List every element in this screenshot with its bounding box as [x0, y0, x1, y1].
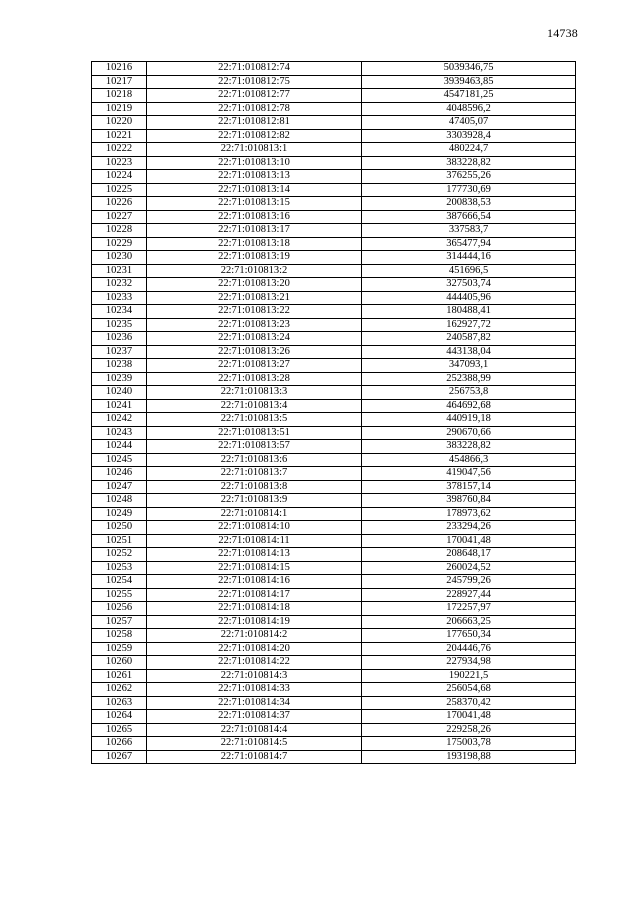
- value-cell: 3303928,4: [362, 129, 576, 143]
- row-number-cell: 10219: [92, 102, 147, 116]
- row-number-cell: 10258: [92, 629, 147, 643]
- value-cell: 365477,94: [362, 237, 576, 251]
- table-row: [92, 588, 576, 602]
- table-row: [92, 737, 576, 751]
- table-row: [92, 386, 576, 400]
- table-row: [92, 129, 576, 143]
- row-number-cell: 10227: [92, 210, 147, 224]
- row-number-cell: 10218: [92, 89, 147, 103]
- cadastral-number-cell: 22:71:010812:81: [147, 116, 362, 130]
- row-number-cell: 10265: [92, 723, 147, 737]
- cadastral-number-cell: 22:71:010813:24: [147, 332, 362, 346]
- cadastral-number-cell: 22:71:010813:3: [147, 386, 362, 400]
- value-cell: 337583,7: [362, 224, 576, 238]
- value-cell: 440919,18: [362, 413, 576, 427]
- value-cell: 170041,48: [362, 534, 576, 548]
- table-row: [92, 210, 576, 224]
- table-row: [92, 116, 576, 130]
- value-cell: 175003,78: [362, 737, 576, 751]
- cadastral-number-cell: 22:71:010813:17: [147, 224, 362, 238]
- table-row: [92, 669, 576, 683]
- cadastral-number-cell: 22:71:010813:6: [147, 453, 362, 467]
- table-row: [92, 102, 576, 116]
- row-number-cell: 10243: [92, 426, 147, 440]
- row-number-cell: 10255: [92, 588, 147, 602]
- row-number-cell: 10220: [92, 116, 147, 130]
- table-row: [92, 278, 576, 292]
- row-number-cell: 10230: [92, 251, 147, 265]
- table-row: [92, 197, 576, 211]
- table-row: [92, 345, 576, 359]
- value-cell: 290670,66: [362, 426, 576, 440]
- cadastral-number-cell: 22:71:010814:13: [147, 548, 362, 562]
- table-row: [92, 399, 576, 413]
- cadastral-number-cell: 22:71:010814:11: [147, 534, 362, 548]
- row-number-cell: 10263: [92, 696, 147, 710]
- table-row: [92, 642, 576, 656]
- row-number-cell: 10245: [92, 453, 147, 467]
- row-number-cell: 10259: [92, 642, 147, 656]
- cadastral-number-cell: 22:71:010813:14: [147, 183, 362, 197]
- value-cell: 443138,04: [362, 345, 576, 359]
- table-row: [92, 332, 576, 346]
- row-number-cell: 10238: [92, 359, 147, 373]
- table-row: [92, 507, 576, 521]
- value-cell: 378157,14: [362, 480, 576, 494]
- cadastral-number-cell: 22:71:010813:26: [147, 345, 362, 359]
- row-number-cell: 10216: [92, 62, 147, 76]
- cadastral-number-cell: 22:71:010813:20: [147, 278, 362, 292]
- row-number-cell: 10266: [92, 737, 147, 751]
- value-cell: 170041,48: [362, 710, 576, 724]
- row-number-cell: 10257: [92, 615, 147, 629]
- table-row: [92, 750, 576, 764]
- cadastral-number-cell: 22:71:010814:4: [147, 723, 362, 737]
- table-row: [92, 480, 576, 494]
- table-row: [92, 656, 576, 670]
- row-number-cell: 10236: [92, 332, 147, 346]
- row-number-cell: 10241: [92, 399, 147, 413]
- value-cell: 4547181,25: [362, 89, 576, 103]
- row-number-cell: 10242: [92, 413, 147, 427]
- row-number-cell: 10247: [92, 480, 147, 494]
- value-cell: 383228,82: [362, 440, 576, 454]
- page-number: 14738: [547, 26, 578, 40]
- cadastral-number-cell: 22:71:010814:2: [147, 629, 362, 643]
- row-number-cell: 10233: [92, 291, 147, 305]
- row-number-cell: 10221: [92, 129, 147, 143]
- row-number-cell: 10228: [92, 224, 147, 238]
- row-number-cell: 10254: [92, 575, 147, 589]
- value-cell: 314444,16: [362, 251, 576, 265]
- row-number-cell: 10261: [92, 669, 147, 683]
- value-cell: 208648,17: [362, 548, 576, 562]
- value-cell: 444405,96: [362, 291, 576, 305]
- value-cell: 180488,41: [362, 305, 576, 319]
- row-number-cell: 10251: [92, 534, 147, 548]
- row-number-cell: 10250: [92, 521, 147, 535]
- table-row: [92, 170, 576, 184]
- value-cell: 256054,68: [362, 683, 576, 697]
- table-row: [92, 575, 576, 589]
- table-row: [92, 615, 576, 629]
- table-row: [92, 89, 576, 103]
- row-number-cell: 10249: [92, 507, 147, 521]
- value-cell: 4048596,2: [362, 102, 576, 116]
- cadastral-number-cell: 22:71:010813:5: [147, 413, 362, 427]
- row-number-cell: 10217: [92, 75, 147, 89]
- table-row: [92, 318, 576, 332]
- cadastral-number-cell: 22:71:010813:1: [147, 143, 362, 157]
- cadastral-number-cell: 22:71:010814:7: [147, 750, 362, 764]
- table-row: [92, 683, 576, 697]
- cadastral-number-cell: 22:71:010814:34: [147, 696, 362, 710]
- cadastral-number-cell: 22:71:010813:18: [147, 237, 362, 251]
- cadastral-number-cell: 22:71:010813:28: [147, 372, 362, 386]
- row-number-cell: 10262: [92, 683, 147, 697]
- value-cell: 5039346,75: [362, 62, 576, 76]
- value-cell: 178973,62: [362, 507, 576, 521]
- value-cell: 376255,26: [362, 170, 576, 184]
- row-number-cell: 10225: [92, 183, 147, 197]
- cadastral-number-cell: 22:71:010813:23: [147, 318, 362, 332]
- table-row: [92, 251, 576, 265]
- table-row: [92, 440, 576, 454]
- cadastral-number-cell: 22:71:010814:19: [147, 615, 362, 629]
- table-row: [92, 237, 576, 251]
- row-number-cell: 10222: [92, 143, 147, 157]
- cadastral-number-cell: 22:71:010812:74: [147, 62, 362, 76]
- value-cell: 252388,99: [362, 372, 576, 386]
- table-row: [92, 224, 576, 238]
- row-number-cell: 10248: [92, 494, 147, 508]
- row-number-cell: 10256: [92, 602, 147, 616]
- value-cell: 177730,69: [362, 183, 576, 197]
- table-row: [92, 372, 576, 386]
- cadastral-number-cell: 22:71:010813:2: [147, 264, 362, 278]
- cadastral-number-cell: 22:71:010814:33: [147, 683, 362, 697]
- row-number-cell: 10234: [92, 305, 147, 319]
- value-cell: 464692,68: [362, 399, 576, 413]
- value-cell: 3939463,85: [362, 75, 576, 89]
- value-cell: 47405,07: [362, 116, 576, 130]
- value-cell: 162927,72: [362, 318, 576, 332]
- row-number-cell: 10223: [92, 156, 147, 170]
- cadastral-number-cell: 22:71:010812:77: [147, 89, 362, 103]
- cadastral-number-cell: 22:71:010812:82: [147, 129, 362, 143]
- value-cell: 233294,26: [362, 521, 576, 535]
- cadastral-number-cell: 22:71:010814:16: [147, 575, 362, 589]
- cadastral-number-cell: 22:71:010814:18: [147, 602, 362, 616]
- value-cell: 398760,84: [362, 494, 576, 508]
- value-cell: 245799,26: [362, 575, 576, 589]
- value-cell: 190221,5: [362, 669, 576, 683]
- cadastral-number-cell: 22:71:010814:3: [147, 669, 362, 683]
- row-number-cell: 10232: [92, 278, 147, 292]
- row-number-cell: 10264: [92, 710, 147, 724]
- cadastral-number-cell: 22:71:010813:51: [147, 426, 362, 440]
- row-number-cell: 10240: [92, 386, 147, 400]
- cadastral-number-cell: 22:71:010813:13: [147, 170, 362, 184]
- value-cell: 193198,88: [362, 750, 576, 764]
- cadastral-number-cell: 22:71:010812:75: [147, 75, 362, 89]
- cadastral-number-cell: 22:71:010814:5: [147, 737, 362, 751]
- table-row: [92, 534, 576, 548]
- value-cell: 260024,52: [362, 561, 576, 575]
- table-row: [92, 561, 576, 575]
- table-row: [92, 426, 576, 440]
- table-row: [92, 467, 576, 481]
- value-cell: 240587,82: [362, 332, 576, 346]
- value-cell: 327503,74: [362, 278, 576, 292]
- cadastral-number-cell: 22:71:010813:21: [147, 291, 362, 305]
- cadastral-number-cell: 22:71:010813:22: [147, 305, 362, 319]
- row-number-cell: 10235: [92, 318, 147, 332]
- cadastral-number-cell: 22:71:010813:9: [147, 494, 362, 508]
- cadastral-number-cell: 22:71:010814:15: [147, 561, 362, 575]
- table-row: [92, 156, 576, 170]
- table-row: [92, 629, 576, 643]
- table-row: [92, 291, 576, 305]
- row-number-cell: 10244: [92, 440, 147, 454]
- table-row: [92, 75, 576, 89]
- value-cell: 204446,76: [362, 642, 576, 656]
- table-row: [92, 264, 576, 278]
- value-cell: 383228,82: [362, 156, 576, 170]
- table-row: [92, 305, 576, 319]
- row-number-cell: 10260: [92, 656, 147, 670]
- row-number-cell: 10229: [92, 237, 147, 251]
- value-cell: 206663,25: [362, 615, 576, 629]
- cadastral-number-cell: 22:71:010813:7: [147, 467, 362, 481]
- value-cell: 387666,54: [362, 210, 576, 224]
- table-row: [92, 62, 576, 76]
- value-cell: 177650,34: [362, 629, 576, 643]
- value-cell: 172257,97: [362, 602, 576, 616]
- row-number-cell: 10246: [92, 467, 147, 481]
- cadastral-number-cell: 22:71:010814:1: [147, 507, 362, 521]
- value-cell: 347093,1: [362, 359, 576, 373]
- row-number-cell: 10231: [92, 264, 147, 278]
- value-cell: 451696,5: [362, 264, 576, 278]
- table-row: [92, 413, 576, 427]
- row-number-cell: 10226: [92, 197, 147, 211]
- cadastral-number-cell: 22:71:010813:15: [147, 197, 362, 211]
- table-row: [92, 494, 576, 508]
- cadastral-value-table: [91, 61, 576, 764]
- row-number-cell: 10239: [92, 372, 147, 386]
- cadastral-number-cell: 22:71:010813:10: [147, 156, 362, 170]
- cadastral-number-cell: 22:71:010813:8: [147, 480, 362, 494]
- table-row: [92, 602, 576, 616]
- row-number-cell: 10224: [92, 170, 147, 184]
- table-row: [92, 143, 576, 157]
- value-cell: 228927,44: [362, 588, 576, 602]
- cadastral-number-cell: 22:71:010814:17: [147, 588, 362, 602]
- cadastral-number-cell: 22:71:010813:4: [147, 399, 362, 413]
- value-cell: 256753,8: [362, 386, 576, 400]
- value-cell: 227934,98: [362, 656, 576, 670]
- value-cell: 229258,26: [362, 723, 576, 737]
- value-cell: 258370,42: [362, 696, 576, 710]
- value-cell: 480224,7: [362, 143, 576, 157]
- cadastral-number-cell: 22:71:010814:37: [147, 710, 362, 724]
- value-cell: 454866,3: [362, 453, 576, 467]
- table-row: [92, 723, 576, 737]
- cadastral-number-cell: 22:71:010813:16: [147, 210, 362, 224]
- cadastral-number-cell: 22:71:010814:10: [147, 521, 362, 535]
- cadastral-number-cell: 22:71:010814:22: [147, 656, 362, 670]
- cadastral-number-cell: 22:71:010813:27: [147, 359, 362, 373]
- table-body: [92, 62, 576, 764]
- table-row: [92, 696, 576, 710]
- cadastral-number-cell: 22:71:010813:57: [147, 440, 362, 454]
- value-cell: 200838,53: [362, 197, 576, 211]
- row-number-cell: 10252: [92, 548, 147, 562]
- row-number-cell: 10237: [92, 345, 147, 359]
- value-cell: 419047,56: [362, 467, 576, 481]
- table-row: [92, 183, 576, 197]
- cadastral-number-cell: 22:71:010812:78: [147, 102, 362, 116]
- table-row: [92, 521, 576, 535]
- cadastral-number-cell: 22:71:010814:20: [147, 642, 362, 656]
- table-row: [92, 359, 576, 373]
- table-row: [92, 453, 576, 467]
- table-row: [92, 710, 576, 724]
- cadastral-number-cell: 22:71:010813:19: [147, 251, 362, 265]
- table-row: [92, 548, 576, 562]
- row-number-cell: 10253: [92, 561, 147, 575]
- row-number-cell: 10267: [92, 750, 147, 764]
